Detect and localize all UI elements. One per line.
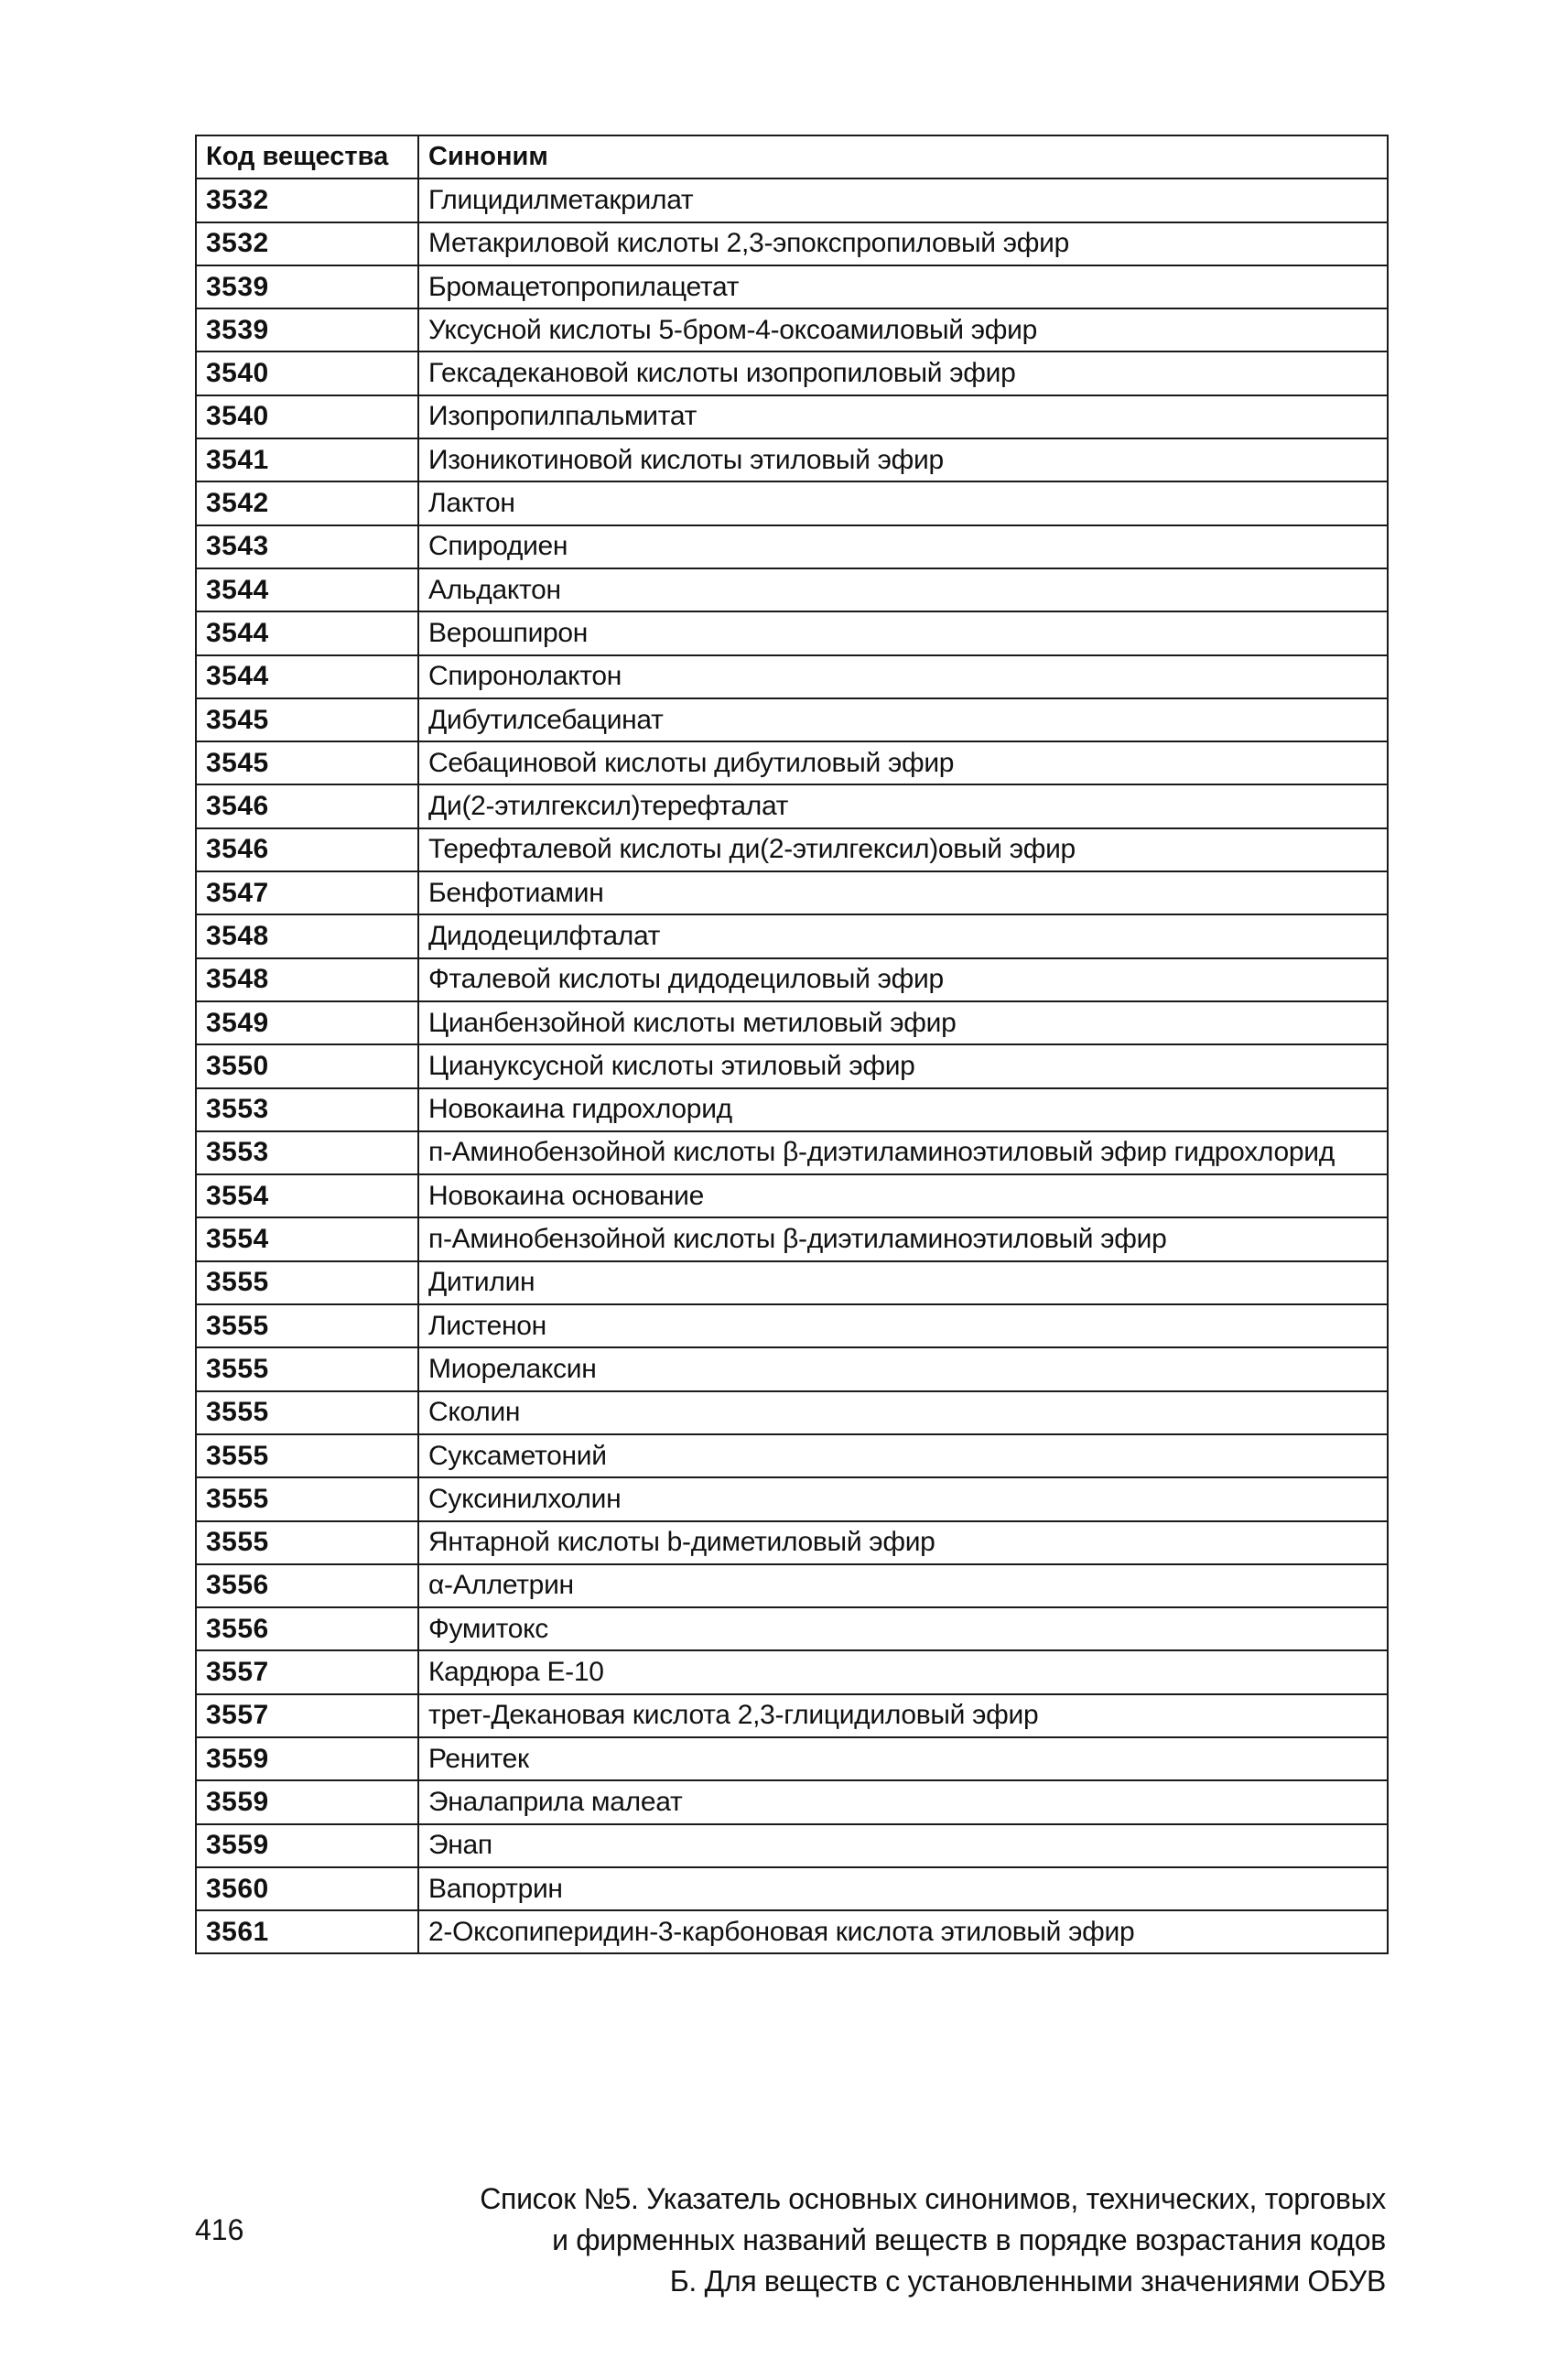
- table-row: [196, 1217, 1388, 1260]
- table-row: [196, 1521, 1388, 1564]
- cell-synonym: Ренитек: [418, 1737, 1388, 1780]
- cell-synonym: Бенфотиамин: [418, 871, 1388, 914]
- cell-synonym: Лактон: [418, 481, 1388, 524]
- table-row: [196, 1564, 1388, 1607]
- cell-synonym: Альдактон: [418, 568, 1388, 611]
- cell-synonym: Цианбензойной кислоты метиловый эфир: [418, 1001, 1388, 1044]
- cell-code: 3559: [196, 1780, 418, 1823]
- table-row: [196, 351, 1388, 395]
- table-row: [196, 568, 1388, 611]
- cell-code: 3549: [196, 1001, 418, 1044]
- table-row: [196, 828, 1388, 871]
- cell-synonym: п-Аминобензойной кислоты β-диэтиламиноэтиловый эфир гидрохлорид: [418, 1131, 1388, 1174]
- table-row: [196, 1824, 1388, 1867]
- cell-code: 3554: [196, 1217, 418, 1260]
- cell-code: 3541: [196, 438, 418, 481]
- table-row: [196, 1650, 1388, 1693]
- header-synonym: Синоним: [418, 135, 1388, 178]
- cell-code: 3545: [196, 698, 418, 741]
- cell-synonym: Спиродиен: [418, 525, 1388, 568]
- cell-code: 3557: [196, 1694, 418, 1737]
- cell-synonym: 2-Оксопиперидин-3-карбоновая кислота этиловый эфир: [418, 1910, 1388, 1953]
- table-row: [196, 525, 1388, 568]
- cell-code: 3540: [196, 351, 418, 395]
- cell-synonym: Метакриловой кислоты 2,3-эпокспропиловый эфир: [418, 222, 1388, 265]
- cell-synonym: Эналаприла малеат: [418, 1780, 1388, 1823]
- cell-code: 3556: [196, 1607, 418, 1650]
- cell-synonym: Спиронолактон: [418, 655, 1388, 698]
- cell-synonym: Терефталевой кислоты ди(2-этилгексил)овый эфир: [418, 828, 1388, 871]
- cell-synonym: Новокаина гидрохлорид: [418, 1088, 1388, 1131]
- cell-synonym: Верошпирон: [418, 611, 1388, 654]
- cell-code: 3544: [196, 611, 418, 654]
- caption-line: Список №5. Указатель основных синонимов, технических, торговых: [480, 2182, 1386, 2215]
- table-row: [196, 741, 1388, 784]
- table-row: [196, 1910, 1388, 1953]
- cell-synonym: Суксинилхолин: [418, 1477, 1388, 1520]
- cell-synonym: Новокаина основание: [418, 1174, 1388, 1217]
- cell-synonym: Уксусной кислоты 5-бром-4-оксоамиловый эфир: [418, 308, 1388, 351]
- caption-line: Б. Для веществ с установленными значениями ОБУВ: [669, 2265, 1386, 2298]
- cell-code: 3555: [196, 1261, 418, 1304]
- table-row: [196, 871, 1388, 914]
- cell-synonym: Дидодецилфталат: [418, 914, 1388, 957]
- cell-code: 3555: [196, 1347, 418, 1390]
- cell-code: 3555: [196, 1304, 418, 1347]
- synonyms-table: [195, 135, 1389, 1954]
- cell-code: 3550: [196, 1044, 418, 1087]
- cell-code: 3543: [196, 525, 418, 568]
- cell-synonym: Глицидилметакрилат: [418, 178, 1388, 222]
- cell-code: 3532: [196, 178, 418, 222]
- table-row: [196, 481, 1388, 524]
- header-code: Код вещества: [196, 135, 418, 178]
- cell-synonym: Дитилин: [418, 1261, 1388, 1304]
- cell-code: 3555: [196, 1434, 418, 1477]
- table-row: [196, 222, 1388, 265]
- table-row: [196, 1780, 1388, 1823]
- caption-line: и фирменных названий веществ в порядке возрастания кодов: [552, 2223, 1386, 2256]
- table-row: [196, 1174, 1388, 1217]
- cell-synonym: α-Аллетрин: [418, 1564, 1388, 1607]
- page-caption: [480, 2179, 1386, 2302]
- table-body: [196, 178, 1388, 1953]
- cell-synonym: Суксаметоний: [418, 1434, 1388, 1477]
- cell-code: 3560: [196, 1867, 418, 1910]
- cell-code: 3548: [196, 914, 418, 957]
- cell-synonym: трет-Декановая кислота 2,3-глицидиловый эфир: [418, 1694, 1388, 1737]
- cell-synonym: Изоникотиновой кислоты этиловый эфир: [418, 438, 1388, 481]
- cell-code: 3545: [196, 741, 418, 784]
- table-row: [196, 1607, 1388, 1650]
- cell-code: 3555: [196, 1521, 418, 1564]
- table-row: [196, 1694, 1388, 1737]
- table-row: [196, 1001, 1388, 1044]
- cell-code: 3546: [196, 784, 418, 827]
- table-row: [196, 438, 1388, 481]
- cell-code: 3561: [196, 1910, 418, 1953]
- cell-synonym: Бромацетопропилацетат: [418, 265, 1388, 308]
- table-row: [196, 1477, 1388, 1520]
- cell-code: 3554: [196, 1174, 418, 1217]
- cell-code: 3544: [196, 655, 418, 698]
- table-row: [196, 265, 1388, 308]
- cell-synonym: Фталевой кислоты дидодециловый эфир: [418, 958, 1388, 1001]
- table-row: [196, 611, 1388, 654]
- table-row: [196, 1434, 1388, 1477]
- cell-code: 3548: [196, 958, 418, 1001]
- cell-synonym: Вапортрин: [418, 1867, 1388, 1910]
- cell-code: 3547: [196, 871, 418, 914]
- cell-synonym: Гексадекановой кислоты изопропиловый эфир: [418, 351, 1388, 395]
- cell-code: 3553: [196, 1131, 418, 1174]
- cell-synonym: п-Аминобензойной кислоты β-диэтиламиноэтиловый эфир: [418, 1217, 1388, 1260]
- table-header-row: [196, 135, 1388, 178]
- table-row: [196, 1131, 1388, 1174]
- cell-synonym: Сколин: [418, 1391, 1388, 1434]
- table-row: [196, 1737, 1388, 1780]
- cell-code: 3559: [196, 1737, 418, 1780]
- cell-code: 3542: [196, 481, 418, 524]
- table-row: [196, 1304, 1388, 1347]
- cell-synonym: Изопропилпальмитат: [418, 395, 1388, 438]
- cell-synonym: Миорелаксин: [418, 1347, 1388, 1390]
- cell-synonym: Энап: [418, 1824, 1388, 1867]
- table-row: [196, 655, 1388, 698]
- table-row: [196, 395, 1388, 438]
- table-row: [196, 698, 1388, 741]
- page-number: 416: [195, 2213, 244, 2246]
- cell-code: 3556: [196, 1564, 418, 1607]
- cell-code: 3539: [196, 308, 418, 351]
- cell-code: 3544: [196, 568, 418, 611]
- table-row: [196, 1347, 1388, 1390]
- cell-synonym: Дибутилсебацинат: [418, 698, 1388, 741]
- table-row: [196, 1261, 1388, 1304]
- cell-synonym: Кардюра Е-10: [418, 1650, 1388, 1693]
- cell-code: 3559: [196, 1824, 418, 1867]
- cell-code: 3555: [196, 1391, 418, 1434]
- table-row: [196, 1044, 1388, 1087]
- table-row: [196, 1391, 1388, 1434]
- cell-synonym: Себациновой кислоты дибутиловый эфир: [418, 741, 1388, 784]
- cell-code: 3553: [196, 1088, 418, 1131]
- table-row: [196, 178, 1388, 222]
- cell-synonym: Фумитокс: [418, 1607, 1388, 1650]
- cell-code: 3540: [196, 395, 418, 438]
- cell-code: 3557: [196, 1650, 418, 1693]
- table-row: [196, 914, 1388, 957]
- table-row: [196, 1867, 1388, 1910]
- cell-code: 3555: [196, 1477, 418, 1520]
- table-row: [196, 1088, 1388, 1131]
- table-row: [196, 958, 1388, 1001]
- table-row: [196, 308, 1388, 351]
- cell-synonym: Ди(2-этилгексил)терефталат: [418, 784, 1388, 827]
- cell-code: 3539: [196, 265, 418, 308]
- cell-synonym: Циануксусной кислоты этиловый эфир: [418, 1044, 1388, 1087]
- cell-code: 3546: [196, 828, 418, 871]
- cell-synonym: Листенон: [418, 1304, 1388, 1347]
- cell-code: 3532: [196, 222, 418, 265]
- cell-synonym: Янтарной кислоты b-диметиловый эфир: [418, 1521, 1388, 1564]
- table-row: [196, 784, 1388, 827]
